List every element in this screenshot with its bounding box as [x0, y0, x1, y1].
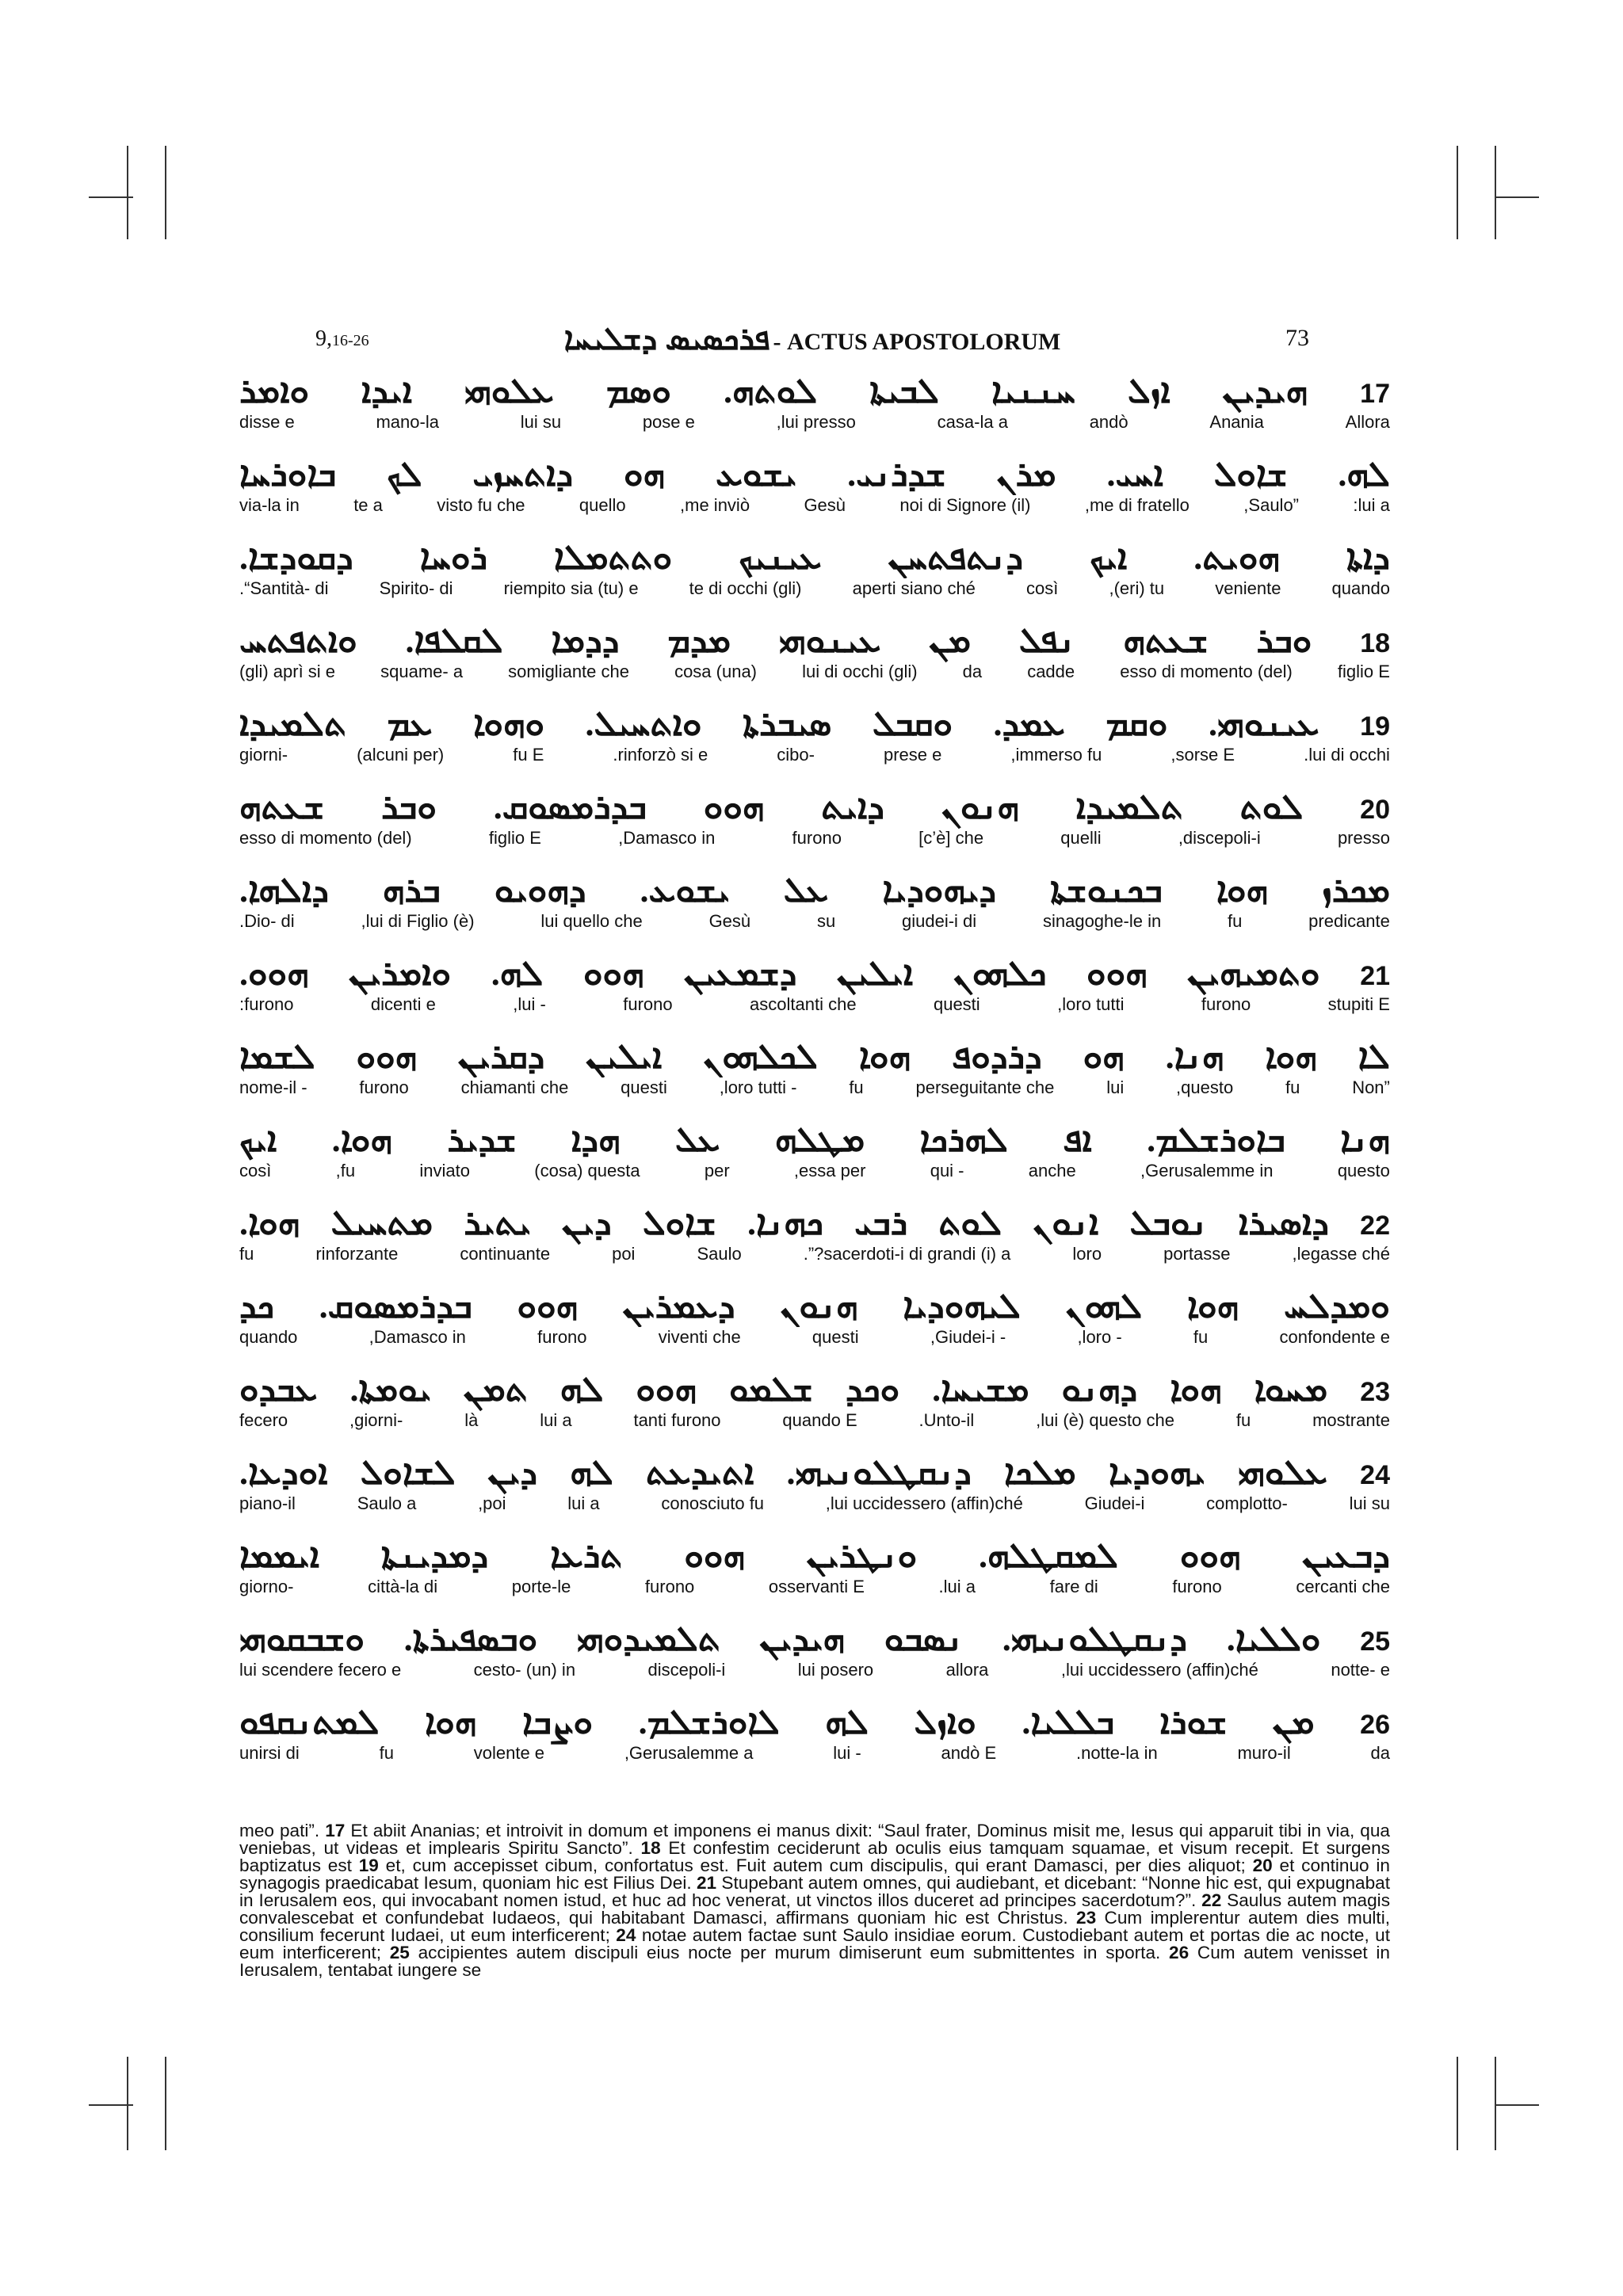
verse-number: 18 — [1360, 628, 1390, 658]
verse-number: 23 — [1076, 1908, 1097, 1928]
crop-mark — [165, 146, 166, 239]
gloss-word: fu — [849, 1077, 864, 1097]
interlinear-line — [239, 371, 1390, 454]
syriac-text: ܘܬܡܝܗܝܢ ܗܘܘ ܟܠܗܘܢ ܐܝܠܝܢ ܕܫܡܥܝܢ ܗܘܘ ܠܗ. ܘܐܡܪܝܢ ܗܘܘ. — [239, 954, 1320, 993]
verse-number: 22 — [1360, 1211, 1390, 1241]
gloss-word: fu — [1285, 1077, 1300, 1097]
gloss-word: .Unto-il — [918, 1410, 975, 1430]
gloss-word: lui — [1106, 1077, 1125, 1097]
gloss-word: mostrante — [1312, 1410, 1390, 1430]
gloss-word: fu — [239, 1244, 254, 1264]
gloss-word: fu — [1193, 1327, 1209, 1347]
gloss-word: notte- e — [1331, 1660, 1390, 1680]
gloss-word: cibo- — [777, 745, 815, 765]
syriac-line — [239, 953, 1390, 997]
gloss-word: su — [816, 911, 836, 931]
syriac-line — [239, 1119, 1390, 1161]
gloss-word: noi di Signore (il) — [899, 495, 1031, 515]
gloss-row — [239, 828, 1390, 849]
gloss-word: quello — [579, 495, 626, 515]
gloss-word: lui di occhi (gli) — [802, 662, 918, 681]
gloss-word: andò — [1089, 412, 1128, 432]
vulgate-text: notae autem factae sunt Saulo insidiae eorum. Custodiebant autem et portas die ac nocte, ut eum interficerent; — [239, 1925, 1390, 1962]
gloss-word: casa-la a — [937, 412, 1008, 432]
gloss-word: (gli) aprì si e — [239, 662, 336, 681]
verse-number: 25 — [389, 1943, 410, 1962]
gloss-word: quando — [239, 1327, 298, 1347]
crop-mark — [1457, 146, 1458, 239]
interlinear-line — [239, 1286, 1390, 1369]
gloss-word: Giudei-i — [1084, 1493, 1145, 1513]
syriac-text: ܡܟܪܙ ܗܘܐ ܒܟܢܘܫܬܐ ܕܝܗܘܕܝܐ ܥܠ ܝܫܘܥ. ܕܗܘܝܘ ܒܪܗ ܕܐܠܗܐ. — [239, 871, 1390, 910]
syriac-text: ܘܡܕܠܚ ܗܘܐ ܠܗܘܢ ܠܝܗܘܕܝܐ ܗܢܘܢ ܕܥܡܪܝܢ ܗܘܘ ܒܕܪܡܣܘܩ. ܟܕ — [239, 1287, 1390, 1325]
syriac-line — [239, 454, 1390, 495]
page-number: 73 — [1285, 325, 1309, 351]
gloss-word: per — [704, 1161, 730, 1180]
gloss-word: quando E — [782, 1410, 857, 1430]
verse-number: 19 — [358, 1855, 379, 1875]
gloss-word: somigliante che — [508, 662, 629, 681]
syriac-line — [239, 371, 1390, 414]
gloss-word: cercanti che — [1296, 1577, 1390, 1596]
gloss-word: ,lui uccidessero (affin)ché — [825, 1493, 1023, 1513]
crop-mark — [1495, 196, 1539, 198]
crop-mark — [89, 2104, 133, 2106]
gloss-row — [239, 1660, 1390, 1680]
syriac-line — [239, 1369, 1390, 1413]
gloss-word: ,Gerusalemme a — [624, 1743, 754, 1763]
gloss-word: ,immerso fu — [1010, 745, 1102, 765]
interlinear-line — [239, 620, 1390, 704]
gloss-word: osservanti E — [768, 1577, 865, 1596]
gloss-word: te di occhi (gli) — [689, 578, 802, 598]
gloss-word: lui su — [1349, 1493, 1390, 1513]
syriac-line — [239, 537, 1390, 578]
vulgate-paragraph — [239, 1822, 1390, 1979]
gloss-word: da — [1370, 1743, 1390, 1763]
verse-number: 17 — [1360, 379, 1390, 409]
syriac-text: ܕܒܥܝܢ ܗܘܘ ܠܡܩܛܠܗ. ܘܢܛܪܝܢ ܗܘܘ ܬܪܥܐ ܕܡܕܝܢܬܐ ܐܝܡܡܐ — [239, 1536, 1390, 1575]
crop-mark — [165, 2057, 166, 2150]
vulgate-text: Saulus autem magis convalescebat et confundebat Iudaeos, qui habitabant Damasci, affirmans quoniam hic est Christus. — [239, 1890, 1390, 1928]
interlinear-line — [239, 787, 1390, 870]
verse-number: 23 — [1360, 1377, 1390, 1407]
syriac-text: ܠܗ. ܫܐܘܠ ܐܚܝ. ܡܪܢ ܫܕܪܢܝ. ܝܫܘܥ ܗܘ ܕܐܬܚܙܝ ܠܟ ܒܐܘܪܚܐ — [239, 455, 1390, 494]
gloss-word: Saulo a — [357, 1493, 417, 1513]
gloss-word: .rinforzò si e — [613, 745, 708, 765]
interlinear-line — [239, 704, 1390, 787]
gloss-word: lui scendere fecero e — [239, 1660, 402, 1680]
gloss-word: squame- a — [380, 662, 464, 681]
syriac-line — [239, 1702, 1390, 1745]
gloss-word: confondente e — [1279, 1327, 1390, 1347]
syriac-text: ܗܝܕܝܢ ܐܙܠ ܚܢܢܝܐ ܠܒܝܬܐ ܠܘܬܗ. ܘܣܡ ܥܠܘܗܝ ܐܝܕܐ ܘܐܡܪ — [239, 372, 1308, 410]
gloss-word: Non” — [1352, 1077, 1390, 1097]
syriac-text: ܕܐܬܐ ܗܘܝܬ. ܐܝܟ ܕܢܬܦܬܚܢ ܥܝܢܝܟ ܘܬܬܡܠܐ ܪܘܚܐ ܕܩܘܕܫܐ. — [239, 538, 1390, 577]
syriac-line — [239, 1036, 1390, 1077]
gloss-word: furono — [359, 1077, 409, 1097]
gloss-word: .lui a — [938, 1577, 976, 1596]
gloss-word: aperti siano ché — [852, 578, 976, 598]
gloss-word: nome-il - — [239, 1077, 307, 1097]
gloss-word: ,giorni- — [349, 1410, 403, 1430]
gloss-word: conosciuto fu — [661, 1493, 765, 1513]
interlinear-line — [239, 537, 1390, 620]
gloss-word: .Dio- di — [239, 911, 295, 931]
vulgate-text: et continuo in synagogis praedicabat Iesum, quoniam hic est Filius Dei. — [239, 1855, 1390, 1893]
gloss-word: furono — [792, 828, 842, 848]
gloss-word: ,questo — [1176, 1077, 1234, 1097]
crop-mark — [1495, 2057, 1496, 2150]
gloss-word: sinagoghe-le in — [1042, 911, 1162, 931]
gloss-word: quelli — [1060, 828, 1102, 848]
gloss-word: ,lui (è) questo che — [1036, 1410, 1174, 1430]
gloss-word: ,(eri) tu — [1109, 578, 1165, 598]
gloss-row — [239, 1743, 1390, 1764]
vulgate-text: Et confestim ceciderunt ab oculis eius tamquam squamae, et visum recepit. Et surgens baptizatus est — [239, 1838, 1390, 1875]
gloss-row — [239, 662, 1390, 682]
gloss-row — [239, 1244, 1390, 1264]
gloss-row — [239, 495, 1390, 516]
gloss-word: ,Saulo” — [1243, 495, 1300, 515]
verse-number: 26 — [1360, 1710, 1390, 1740]
gloss-word: volente e — [473, 1743, 545, 1763]
gloss-word: ,lui presso — [776, 412, 856, 432]
gloss-word: fu — [1235, 1410, 1251, 1430]
interlinear-line — [239, 1369, 1390, 1452]
gloss-word: loro — [1072, 1244, 1102, 1264]
vulgate-text: Et abiit Ananias; et introivit in domum et imponens ei manus dixit: “Saul frater, Dominus misit me, Iesus qui apparuit tibi in via, qua veniebas, ut videas et implearis Spiritu Sancto”. — [239, 1821, 1390, 1858]
gloss-word: ,loro tutti - — [719, 1077, 797, 1097]
gloss-word: ,poi — [478, 1493, 506, 1513]
gloss-word: esso di momento (del) — [1120, 662, 1293, 681]
gloss-word: mano-la — [376, 412, 439, 432]
gloss-word: città-la di — [368, 1577, 438, 1596]
gloss-word: ,sorse E — [1170, 745, 1235, 765]
syriac-text: ܡܢ ܫܘܪܐ ܒܠܠܝܐ. ܘܐܙܠ ܠܗ ܠܐܘܪܫܠܡ. ܘܨܒܐ ܗܘܐ ܠܡܬܢܩܦܘ — [239, 1703, 1315, 1741]
gloss-word: ascoltanti che — [750, 994, 857, 1014]
syriac-text: ܥܠܘܗܝ ܝܗܘܕܝܐ ܡܠܟܐ ܕܢܩܛܠܘܢܝܗܝ. ܐܬܝܕܥܬ ܠܗ ܕܝܢ ܠܫܐܘܠ ܐܘܕܥܐ. — [239, 1453, 1328, 1492]
gloss-word: esso di momento (del) — [239, 828, 412, 848]
gloss-row — [239, 1327, 1390, 1348]
gloss-word: Gesù — [804, 495, 846, 515]
syriac-text: ܠܘܬ ܬܠܡܝܕܐ ܗܢܘܢ ܕܐܝܬ ܗܘܘ ܒܕܪܡܣܘܩ. ܘܒܪ ܫܥܬܗ — [239, 788, 1304, 826]
gloss-row — [239, 578, 1390, 599]
verse-number: 20 — [1360, 795, 1390, 825]
gloss-word: Anania — [1209, 412, 1264, 432]
gloss-word: ,Giudei-i - — [930, 1327, 1006, 1347]
gloss-word: .lui di occhi — [1304, 745, 1390, 765]
gloss-word: viventi che — [658, 1327, 741, 1347]
verse-number: 22 — [1201, 1890, 1222, 1910]
vulgate-text: Cum autem venisset in Ierusalem, tentabat iungere se — [239, 1943, 1391, 1980]
gloss-word: Allora — [1345, 412, 1390, 432]
gloss-word: Spirito- di — [379, 578, 453, 598]
gloss-word: riempito sia (tu) e — [503, 578, 639, 598]
gloss-word: lui a — [540, 1410, 572, 1430]
gloss-word: là — [464, 1410, 479, 1430]
syriac-text: ܡܚܘܐ ܗܘܐ ܕܗܢܘ ܡܫܝܚܐ. ܘܟܕ ܫܠܡܘ ܗܘܘ ܠܗ ܬܡܢ ܝܘܡܬܐ. ܥܒܕܘ — [239, 1370, 1328, 1409]
gloss-word: furono — [1172, 1577, 1222, 1596]
syriac-title: ܦܪܟܣܝܣ ܕܫܠܝܚܐ — [563, 321, 770, 357]
gloss-word: rinforzante — [315, 1244, 399, 1264]
gloss-word: unirsi di — [239, 1743, 300, 1763]
gloss-word: furono — [644, 1577, 695, 1596]
gloss-word: fecero — [239, 1410, 288, 1430]
gloss-word: muro-il — [1237, 1743, 1291, 1763]
gloss-word: questi — [812, 1327, 859, 1347]
gloss-word: piano-il — [239, 1493, 296, 1513]
interlinear-line — [239, 1619, 1390, 1702]
gloss-word: .”?sacerdoti-i di grandi (i) a — [803, 1244, 1011, 1264]
crop-mark — [1457, 2057, 1458, 2150]
gloss-word: andò E — [941, 1743, 997, 1763]
gloss-word: porte-le — [511, 1577, 571, 1596]
syriac-line — [239, 1286, 1390, 1327]
gloss-word: ,Damasco in — [618, 828, 716, 848]
gloss-word: giorno- — [239, 1577, 294, 1596]
gloss-word: cosa (una) — [674, 662, 758, 681]
syriac-line — [239, 870, 1390, 911]
chapter-reference: 9,16-26 — [315, 326, 369, 351]
verse-number: 21 — [1360, 961, 1390, 991]
syriac-text: ܗܢܐ ܒܐܘܪܫܠܡ. ܐܦ ܠܗܪܟܐ ܡܛܠܗ ܥܠ ܗܕܐ ܫܕܝܪ ܗܘܐ. ܐܝܟ — [239, 1120, 1390, 1159]
gloss-word: :furono — [239, 994, 294, 1014]
syriac-line — [239, 1203, 1390, 1246]
gloss-word: :lui a — [1353, 495, 1390, 515]
gloss-word: Gesù — [708, 911, 751, 931]
verse-number: 25 — [1360, 1627, 1390, 1657]
gloss-word: ,lui uccidessero (affin)ché — [1060, 1660, 1258, 1680]
gloss-word: Saulo — [697, 1244, 742, 1264]
gloss-word: perseguitante che — [915, 1077, 1055, 1097]
gloss-word: veniente — [1215, 578, 1281, 598]
latin-title: - ACTUS APOSTOLORUM — [773, 329, 1061, 355]
running-header — [315, 320, 1309, 360]
verse-number: 18 — [640, 1838, 661, 1858]
gloss-word: ,discepoli-i — [1178, 828, 1261, 848]
gloss-row — [239, 911, 1390, 932]
gloss-word: predicante — [1308, 911, 1390, 931]
gloss-word: ,loro tutti — [1057, 994, 1125, 1014]
interlinear-line — [239, 953, 1390, 1036]
interlinear-line — [239, 1702, 1390, 1785]
syriac-line — [239, 1452, 1390, 1496]
gloss-word: giudei-i di — [902, 911, 977, 931]
gloss-word: ,lui di Figlio (è) — [361, 911, 475, 931]
syriac-text: ܘܒܪ ܫܥܬܗ ܢܦܠ ܡܢ ܥܝܢܘܗܝ ܡܕܡ ܕܕܡܐ ܠܩܠܦܐ. ܘܐܬܦܬܚ — [239, 621, 1312, 660]
gloss-word: continuante — [460, 1244, 551, 1264]
verse-number: 20 — [1252, 1855, 1273, 1875]
vulgate-text: et, cum accepisset cibum, confortatus est. Fuit autem cum discipulis, qui erant Damasci, per dies aliquot; — [378, 1855, 1253, 1875]
syriac-line — [239, 787, 1390, 830]
interlinear-line — [239, 1119, 1390, 1203]
gloss-word: chiamanti che — [460, 1077, 569, 1097]
gloss-word: ,essa per — [793, 1161, 866, 1180]
syriac-line — [239, 1619, 1390, 1662]
vulgate-text: accipientes autem discipuli eius nocte per murum dimiserunt eum submittentes in sporta. — [409, 1943, 1170, 1962]
gloss-word: lui posero — [797, 1660, 874, 1680]
gloss-word: allora — [945, 1660, 989, 1680]
syriac-text: ܥܝܢܘܗܝ. ܘܩܡ ܥܡܕ. ܘܩܒܠ ܣܝܒܪܬܐ ܘܐܬܚܝܠ. ܘܗܘܐ ܥܡ ܬܠܡܝܕܐ — [239, 704, 1319, 743]
gloss-word: questi — [933, 994, 980, 1014]
gloss-word: ,Damasco in — [369, 1327, 466, 1347]
syriac-line — [239, 620, 1390, 664]
gloss-word: complotto- — [1206, 1493, 1288, 1513]
gloss-word: .notte-la in — [1075, 1743, 1158, 1763]
gloss-word: ,me inviò — [680, 495, 750, 515]
interlinear-line — [239, 1203, 1390, 1286]
gloss-word: così — [1026, 578, 1059, 598]
crop-mark — [1495, 146, 1496, 239]
interlinear-line — [239, 1535, 1390, 1619]
gloss-word: ,fu — [335, 1161, 356, 1180]
gloss-row — [239, 1077, 1390, 1098]
interlinear-text — [239, 371, 1390, 1785]
gloss-word: poi — [612, 1244, 636, 1264]
syriac-text: ܠܐ ܗܘܐ ܗܢܐ. ܗܘ ܕܪܕܘܦ ܗܘܐ ܠܟܠܗܘܢ ܐܝܠܝܢ ܕܩܪܝܢ ܗܘܘ ܠܫܡܐ — [239, 1037, 1390, 1076]
syriac-text: ܘܠܠܝܐ. ܕܢܩܛܠܘܢܝܗܝ. ܢܣܒܘ ܗܝܕܝܢ ܬܠܡܝܕܘܗܝ ܘܒܣܦܝܪܬܐ. ܘܫܒܩܘܗܝ — [239, 1619, 1321, 1658]
gloss-word: (alcuni per) — [357, 745, 445, 765]
gloss-word: discepoli-i — [647, 1660, 726, 1680]
gloss-word: pose e — [642, 412, 695, 432]
gloss-row — [239, 1161, 1390, 1181]
gloss-word: cadde — [1027, 662, 1075, 681]
gloss-row — [239, 1577, 1390, 1597]
gloss-word: lui - — [833, 1743, 861, 1763]
gloss-word: furono — [623, 994, 673, 1014]
gloss-word: .“Santità- di — [239, 578, 329, 598]
verse-number: 24 — [1360, 1460, 1390, 1490]
gloss-word: fu — [1228, 911, 1243, 931]
gloss-word: prese e — [884, 745, 942, 765]
gloss-word: figlio E — [488, 828, 541, 848]
gloss-word: anche — [1028, 1161, 1076, 1180]
gloss-word: portasse — [1163, 1244, 1231, 1264]
interlinear-line — [239, 454, 1390, 537]
gloss-word: te a — [353, 495, 383, 515]
gloss-word: ,legasse ché — [1292, 1244, 1390, 1264]
gloss-word: fare di — [1049, 1577, 1098, 1596]
gloss-word: così — [239, 1161, 272, 1180]
vulgate-text: Stupebant autem omnes, qui audiebant, et dicebant: “Nonne hic est, qui expugnabat in Ierusalem eos, qui invocabant nomen istud, et huc ad hoc venerat, ut vinctos illos duceret ad principes sacerdotum?”. — [239, 1873, 1390, 1910]
gloss-word: qui - — [930, 1161, 964, 1180]
gloss-word: lui a — [567, 1493, 600, 1513]
gloss-row — [239, 1410, 1390, 1431]
verse-number: 17 — [325, 1821, 346, 1840]
gloss-word: questo — [1337, 1161, 1390, 1180]
syriac-text: ܕܐܣܝܪܐ ܢܘܒܠ ܐܢܘܢ ܠܘܬ ܪܒܝ ܟܗܢܐ. ܫܐܘܠ ܕܝܢ ܝܬܝܪ ܡܬܚܝܠ ܗܘܐ. — [239, 1203, 1329, 1242]
verse-number: 21 — [696, 1873, 717, 1893]
crop-mark — [127, 2057, 128, 2150]
gloss-word: ,loro - — [1077, 1327, 1122, 1347]
interlinear-line — [239, 870, 1390, 953]
gloss-word: [c’è] che — [918, 828, 984, 848]
interlinear-line — [239, 1036, 1390, 1119]
gloss-word: furono — [1201, 994, 1251, 1014]
gloss-word: tanti furono — [633, 1410, 721, 1430]
gloss-word: inviato — [419, 1161, 470, 1180]
syriac-line — [239, 704, 1390, 747]
gloss-row — [239, 745, 1390, 765]
gloss-word: giorni- — [239, 745, 288, 765]
gloss-word: visto fu che — [437, 495, 525, 515]
gloss-word: cesto- (un) in — [473, 1660, 576, 1680]
gloss-word: stupiti E — [1327, 994, 1390, 1014]
gloss-word: presso — [1337, 828, 1390, 848]
gloss-word: ,me di fratello — [1084, 495, 1190, 515]
verse-number: 24 — [616, 1925, 636, 1945]
gloss-row — [239, 412, 1390, 433]
gloss-word: lui quello che — [540, 911, 643, 931]
crop-mark — [89, 196, 133, 198]
page-title — [315, 320, 1309, 357]
crop-mark — [1495, 2104, 1539, 2106]
vulgate-text: meo pati”. — [239, 1821, 326, 1840]
gloss-word: via-la in — [239, 495, 300, 515]
gloss-word: da — [962, 662, 983, 681]
gloss-word: questi — [621, 1077, 667, 1097]
gloss-row — [239, 1493, 1390, 1514]
crop-mark — [127, 146, 128, 239]
gloss-word: dicenti e — [370, 994, 436, 1014]
gloss-word: quando — [1331, 578, 1390, 598]
verse-number: 26 — [1169, 1943, 1190, 1962]
gloss-word: disse e — [239, 412, 295, 432]
gloss-word: fu — [379, 1743, 394, 1763]
gloss-word: furono — [537, 1327, 587, 1347]
gloss-row — [239, 994, 1390, 1015]
gloss-word: ,Gerusalemme in — [1140, 1161, 1274, 1180]
syriac-line — [239, 1535, 1390, 1577]
gloss-word: figlio E — [1337, 662, 1390, 681]
vulgate-text: Cum implerentur autem dies multi, consilium fecerunt Iudaei, ut eum interficerent; — [239, 1908, 1390, 1945]
gloss-word: fu E — [513, 745, 544, 765]
gloss-word: ,lui - — [513, 994, 546, 1014]
interlinear-line — [239, 1452, 1390, 1535]
gloss-word: (cosa) questa — [534, 1161, 640, 1180]
gloss-word: lui su — [520, 412, 562, 432]
verse-number: 19 — [1360, 711, 1390, 742]
